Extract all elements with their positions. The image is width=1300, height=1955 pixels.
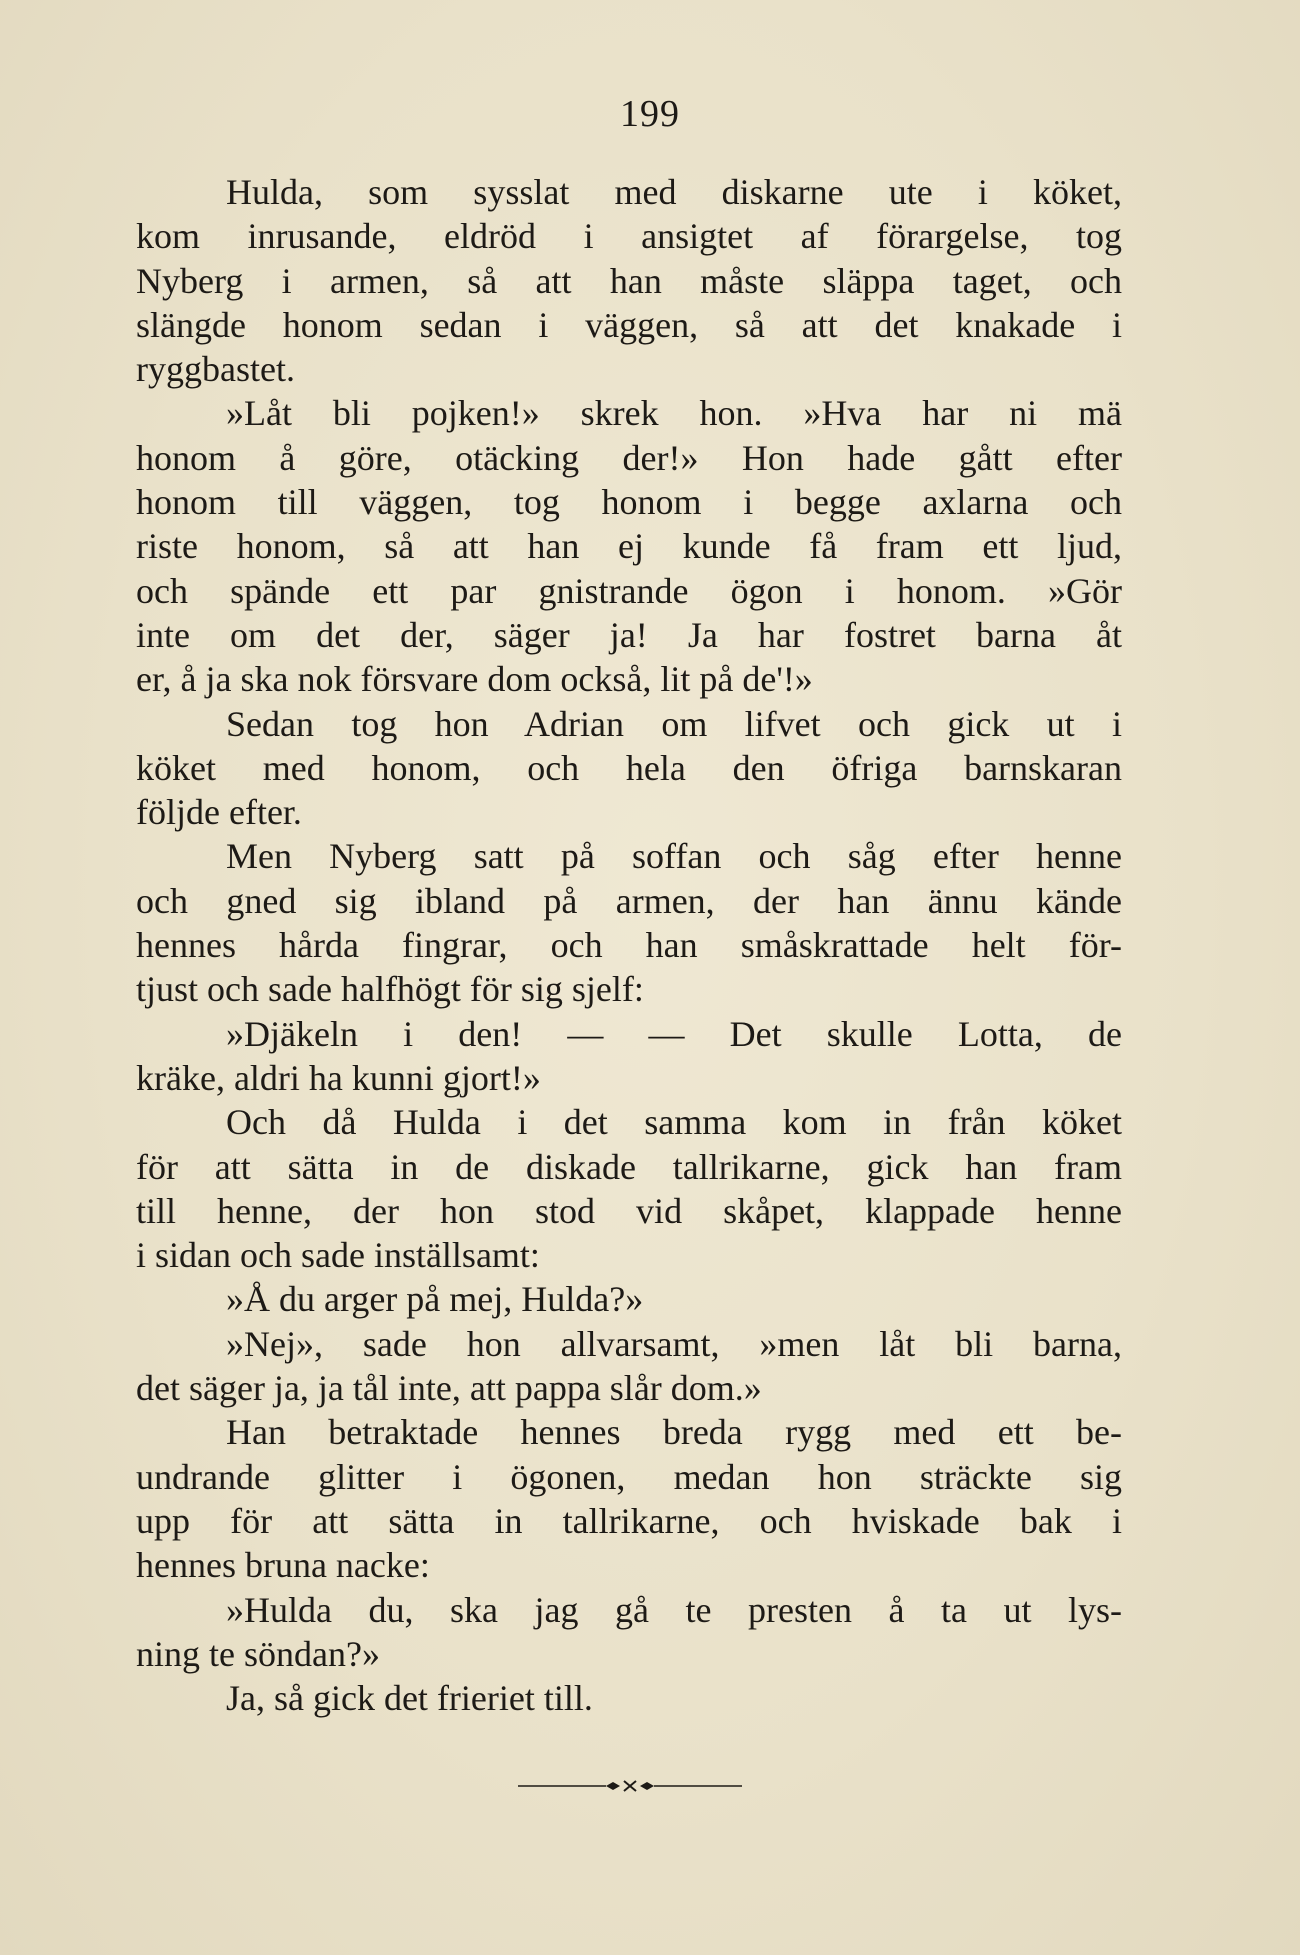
text-line: »Å du arger på mej, Hulda?» bbox=[226, 1279, 644, 1320]
text-line: undrande glitter i ögonen, medan hon sträckte sig bbox=[136, 1456, 1122, 1497]
text-line: hennes hårda fingrar, och han småskrattade helt för- bbox=[136, 925, 1122, 966]
text-line: Ja, så gick det frieriet till. bbox=[226, 1678, 593, 1719]
text-line: »Låt bli pojken!» skrek hon. »Hva har ni mä bbox=[226, 393, 1122, 434]
text-line: upp för att sätta in tallrikarne, och hviskade bak i bbox=[136, 1500, 1122, 1541]
text-line: Sedan tog hon Adrian om lifvet och gick ut i bbox=[226, 703, 1122, 744]
text-line: köket med honom, och hela den öfriga barnskaran bbox=[136, 747, 1122, 788]
text-line: tjust och sade halfhögt för sig sjelf: bbox=[136, 969, 644, 1010]
text-line: och gned sig ibland på armen, der han ännu kände bbox=[136, 880, 1122, 921]
text-line: honom å göre, otäcking der!» Hon hade gått efter bbox=[136, 437, 1122, 478]
text-line: kräke, aldri ha kunni gjort!» bbox=[136, 1057, 541, 1098]
text-line: ryggbastet. bbox=[136, 349, 295, 390]
text-line: er, å ja ska nok försvare dom också, lit på de'!» bbox=[136, 659, 813, 700]
end-ornament-icon bbox=[518, 1776, 742, 1796]
text-line: Och då Hulda i det samma kom in från köket bbox=[226, 1102, 1122, 1143]
text-line: Nyberg i armen, så att han måste släppa taget, och bbox=[136, 260, 1122, 301]
page-number: 199 bbox=[620, 93, 680, 135]
text-line: Han betraktade hennes breda rygg med ett be- bbox=[226, 1412, 1122, 1453]
text-line: »Hulda du, ska jag gå te presten å ta ut lys- bbox=[226, 1589, 1122, 1630]
text-line: »Djäkeln i den! — — Det skulle Lotta, de bbox=[226, 1013, 1122, 1054]
text-line: Hulda, som sysslat med diskarne ute i köket, bbox=[226, 172, 1122, 212]
text-line: »Nej», sade hon allvarsamt, »men låt bli barna, bbox=[226, 1323, 1122, 1364]
text-line: slängde honom sedan i väggen, så att det knakade i bbox=[136, 304, 1122, 345]
text-line: för att sätta in de diskade tallrikarne, gick han fram bbox=[136, 1146, 1122, 1187]
text-line: riste honom, så att han ej kunde få fram ett ljud, bbox=[136, 526, 1122, 567]
text-line: honom till väggen, tog honom i begge axlarna och bbox=[136, 482, 1122, 523]
text-line: Men Nyberg satt på soffan och såg efter henne bbox=[226, 836, 1122, 877]
text-line: hennes bruna nacke: bbox=[136, 1545, 430, 1586]
text-line: kom inrusande, eldröd i ansigtet af förargelse, tog bbox=[136, 216, 1122, 257]
text-line: och spände ett par gnistrande ögon i honom. »Gör bbox=[136, 570, 1122, 611]
text-line: ning te söndan?» bbox=[136, 1633, 380, 1674]
text-line: i sidan och sade inställsamt: bbox=[136, 1235, 540, 1276]
text-line: inte om det der, säger ja! Ja har fostret barna åt bbox=[136, 614, 1122, 655]
text-line: till henne, der hon stod vid skåpet, klappade henne bbox=[136, 1190, 1122, 1231]
body-text bbox=[136, 170, 1122, 1720]
text-line: det säger ja, ja tål inte, att pappa slår dom.» bbox=[136, 1368, 762, 1409]
text-line: följde efter. bbox=[136, 792, 302, 833]
